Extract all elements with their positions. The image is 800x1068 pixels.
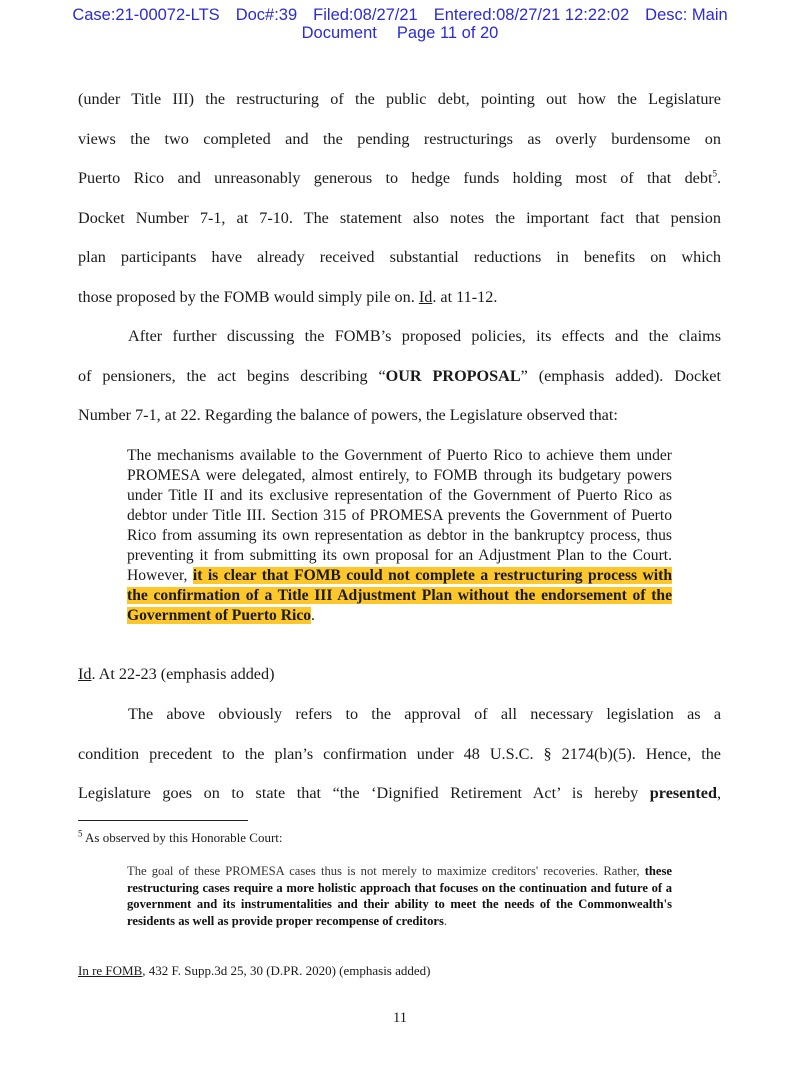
bold-text: presented (649, 784, 717, 802)
footnote-ref: 5 (712, 168, 717, 179)
paragraph-continued (78, 80, 721, 317)
footnote-quote: The goal of these PROMESA cases thus is not merely to maximize creditors' recoveries. Rather, these restructuring cases require a more holistic approach that focuses on the continuation and future of a government and its instrumentalities and their ability to meet the needs of the Commonwealth's residents as well as provide proper recompense of creditors. (127, 864, 672, 928)
body-line: Legislature goes on to state that “the ‘Dignified Retirement Act’ is hereby presented, (78, 784, 721, 802)
ecf-header-line1 (0, 6, 800, 24)
highlighted-text: it is clear that FOMB could not complete a restructuring process with the confirmation of a Title III Adjustment Plan without the endorsement of the Government of Puerto Rico (127, 567, 673, 624)
body-line: (under Title III) the restructuring of the public debt, pointing out how the Legislature (78, 90, 721, 108)
body-line: condition precedent to the plan’s confirmation under 48 U.S.C. § 2174(b)(5). Hence, the (78, 744, 721, 763)
body-line: Docket Number 7-1, at 7-10. The statement also notes the important fact that pension (78, 208, 721, 227)
footnote-divider (78, 820, 248, 821)
citation-line: Id. At 22-23 (emphasis added) (78, 665, 275, 683)
paragraph-above (78, 695, 721, 814)
block-quote: The mechanisms available to the Government of Puerto Rico to achieve them under PROMESA were delegated, almost entirely, to FOMB through its budgetary powers under Title II and its exclusive representation of the Government of Puerto Rico as debtor under Title III. Section 315 of PROMESA prevents the Government of Puerto Rico from assuming its own representation as debtor in the bankruptcy process, thus preventing it from submitting its own proposal for an Adjustment Plan to the Court. However, it is clear that FOMB could not complete a restructuring process with the confirmation of a Title III Adjustment Plan without the endorsement of the Government of Puerto Rico. (127, 447, 673, 624)
case-citation: In re FOMB (78, 963, 143, 978)
footnote-number: 5 (78, 828, 83, 839)
id-citation: Id (418, 287, 433, 306)
footnote-citation: In re FOMB, 432 F. Supp.3d 25, 30 (D.PR. 2020) (emphasis added) (78, 963, 431, 978)
body-line: Number 7-1, at 22. Regarding the balance of powers, the Legislature observed that: (78, 406, 618, 424)
body-line: Puerto Rico and unreasonably generous to hedge funds holding most of that debt$^5$. (78, 168, 721, 187)
ecf-header (0, 6, 800, 42)
body-line: After further discussing the FOMB’s proposed policies, its effects and the claims (128, 327, 721, 345)
id-citation: Id (78, 665, 92, 683)
entered-date: Entered:08/27/21 12:22:02 (433, 6, 630, 24)
ecf-header-line2 (0, 24, 800, 42)
bold-text: OUR PROPOSAL (385, 366, 521, 385)
description: Desc: Main (645, 6, 728, 24)
filed-date: Filed:08/27/21 (313, 6, 418, 24)
bold-text: these restructuring cases require a more holistic approach that focuses on the continuation and future of a government and its instrumentalities and their ability to meet the needs of the Commonwealth's residents as well as provide proper recompense of creditors (127, 864, 672, 928)
body-line: those proposed by the FOMB would simply pile on. Id. at 11-12. (78, 287, 498, 306)
body-line: plan participants have already received substantial reductions in benefits on which (78, 248, 721, 266)
paragraph-proposal (78, 317, 721, 436)
body-line: The above obviously refers to the approval of all necessary legislation as a (128, 705, 721, 723)
body-line: views the two completed and the pending restructurings as overly burdensome on (78, 129, 721, 148)
quote-text: The mechanisms available to the Government of Puerto Rico to achieve them under PROMESA were delegated, almost entirely, to FOMB through its budgetary powers under Title II and its exclusive representation of the Government of Puerto Rico as debtor under Title III. Section 315 of PROMESA prevents the Government of Puerto Rico from assuming its own representation as debtor in the bankruptcy process, thus preventing it from submitting its own proposal for an Adjustment Plan to the Court. However, (127, 447, 672, 584)
page-of-label: Page 11 of 20 (396, 24, 499, 42)
footnote-intro: $^5$ As observed by this Honorable Court: (78, 828, 283, 845)
case-number: Case:21-00072-LTS (72, 6, 220, 24)
body-line: of pensioners, the act begins describing “OUR PROPOSAL” (emphasis added). Docket (78, 366, 721, 385)
page-number: 11 (393, 1010, 407, 1026)
document-label: Document (301, 24, 377, 42)
doc-number: Doc#:39 (235, 6, 298, 24)
